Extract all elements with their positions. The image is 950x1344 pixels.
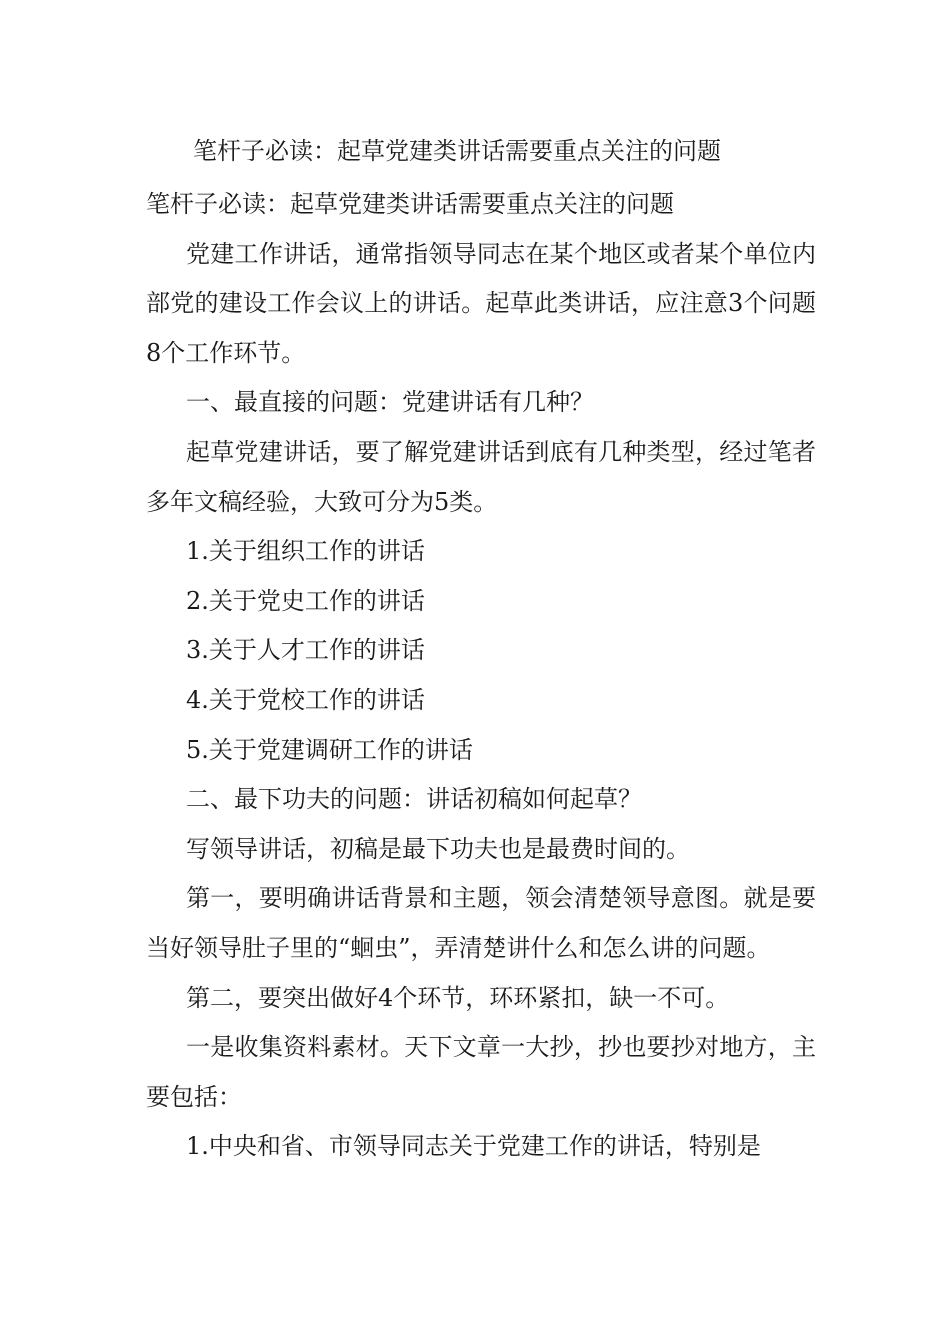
paragraph: 第二，要突出做好4个环节，环环紧扣，缺一不可。 bbox=[186, 983, 730, 1012]
list-item: 1.关于组织工作的讲话 bbox=[186, 537, 425, 566]
section-heading-1: 一、最直接的问题：党建讲话有几种？ bbox=[186, 388, 594, 417]
document-body bbox=[146, 180, 816, 1172]
list-item: 3.关于人才工作的讲话 bbox=[186, 636, 425, 665]
paragraph: 党建工作讲话，通常指领导同志在某个地区或者某个单位内部党的建设工作会议上的讲话。起草此类讲话，应注意3个问题8个工作环节。 bbox=[146, 239, 816, 367]
list-item: 1.中央和省、市领导同志关于党建工作的讲话，特别是 bbox=[186, 1132, 761, 1161]
paragraph: 写领导讲话，初稿是最下功夫也是最费时间的。 bbox=[186, 834, 690, 863]
document-title: 笔杆子必读：起草党建类讲话需要重点关注的问题 bbox=[193, 137, 721, 165]
paragraph: 起草党建讲话，要了解党建讲话到底有几种类型，经过笔者多年文稿经验，大致可分为5类。 bbox=[146, 437, 816, 516]
list-item: 4.关于党校工作的讲话 bbox=[186, 685, 425, 714]
paragraph: 第一，要明确讲话背景和主题，领会清楚领导意图。就是要当好领导肚子里的“蛔虫”，弄清楚讲什么和怎么讲的问题。 bbox=[146, 884, 816, 962]
section-heading-2: 二、最下功夫的问题：讲话初稿如何起草？ bbox=[186, 785, 642, 814]
list-item: 2.关于党史工作的讲话 bbox=[186, 586, 425, 615]
paragraph: 一是收集资料素材。天下文章一大抄，抄也要抄对地方，主要包括： bbox=[146, 1033, 816, 1111]
paragraph-subtitle: 笔杆子必读：起草党建类讲话需要重点关注的问题 bbox=[146, 190, 674, 218]
list-item: 5.关于党建调研工作的讲话 bbox=[186, 735, 473, 764]
